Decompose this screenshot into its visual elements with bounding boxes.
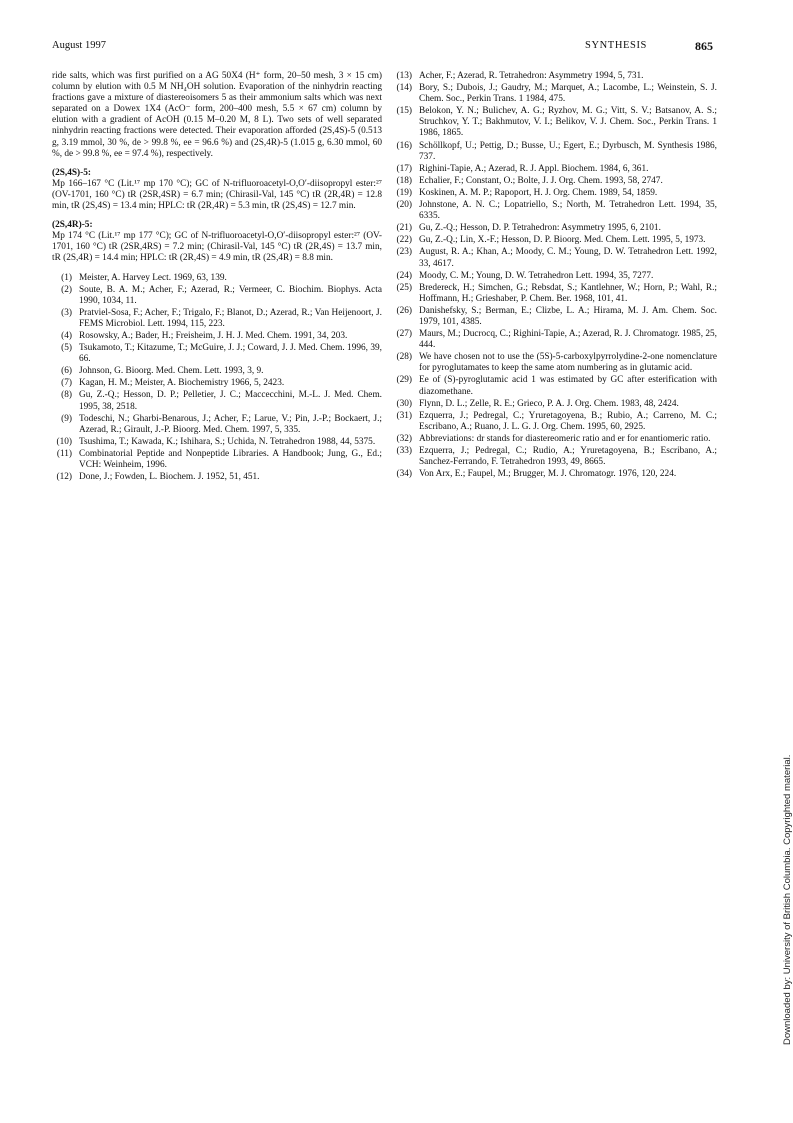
reference-item: (8) Gu, Z.-Q.; Hesson, D. P.; Pelletier, J. C.; Maccecchini, M.-L. J. Med. Chem. 1995, 38, 2518. (61, 390, 382, 412)
journal-name: SYNTHESIS (585, 40, 647, 51)
reference-item: (13) Acher, F.; Azerad, R. Tetrahedron: Asymmetry 1994, 5, 731. (396, 71, 644, 81)
running-header (52, 40, 713, 56)
reference-item: (30) Flynn, D. L.; Zelle, R. E.; Grieco, P. A. J. Org. Chem. 1983, 48, 2424. (396, 398, 679, 409)
reference-item: (20) Johnstone, A. N. C.; Lopatriello, S.; North, M. Tetrahedron Lett. 1994, 35, 6335. (396, 200, 717, 222)
page-number: 865 (695, 39, 713, 53)
reference-item: (12) Done, J.; Fowden, L. Biochem. J. 1952, 51, 451. (56, 472, 260, 483)
experimental-paragraph: ride salts, which was first purified on a AG 50X4 (H⁺ form, 20–50 mesh, 3 × 15 cm) column by elution with 0.5 M NH₄OH solution. Evaporation of the ninhydrin reacting fractions gave a mixture of diastereoisomers 5 as their ammonium salts which was next separated on a Dowex 1X4 (AcO⁻ form, 200–400 mesh, 5.5 × 67 cm) column by elution with a gradient of AcOH (0.15 M–0.20 M, 8 L). Two sets of well separated ninhydrin reacting fractions were detected. Their evaporation afforded (2S,4S)-5 (0.513 g, 3.19 mmol, 30 %, de > 99.8 %, ee = 96.6 %) and (2S,4R)-5 (1.015 g, 6.30 mmol, 60 %, de > 99.8 %, ee = 97.4 %), respectively. (52, 71, 382, 159)
reference-item: (21) Gu, Z.-Q.; Hesson, D. P. Tetrahedron: Asymmetry 1995, 6, 2101. (396, 223, 661, 234)
reference-list-right (392, 71, 717, 480)
reference-item: (19) Koskinen, A. M. P.; Rapoport, H. J. Org. Chem. 1989, 54, 1859. (396, 187, 658, 198)
reference-item: (9) Todeschi, N.; Gharbi-Benarous, J.; Acher, F.; Larue, V.; Pin, J.-P.; Bockaert, J.; Azerad, R.; Girault, J.-P. Bioorg. Med. Chem. 1997, 5, 335. (61, 413, 382, 435)
compound-heading-2s4r: (2S,4R)-5: (52, 220, 93, 231)
compound-data-2s4s: Mp 166–167 °C (Lit.¹⁷ mp 170 °C); GC of N-trifluoroacetyl-O,O′-diisopropyl ester:²⁷ (OV-1701, 160 °C) tR (2SR,4SR) = 6.7 min; (Chirasil-Val, 145 °C) tR (2R,4R) = 12.8 min, tR (2S,4S) = 13.4 min; HPLC: tR (2R,4R) = 5.3 min, tR (2S,4S) = 12.7 min. (52, 178, 382, 212)
reference-item: (25) Bredereck, H.; Simchen, G.; Rebsdat, S.; Kantlehner, W.; Horn, P.; Wahl, R.; Hoffmann, H.; Grieshaber, P. Chem. Ber. 1968, 101, 41. (396, 282, 717, 304)
right-column (392, 71, 717, 481)
reference-item: (5) Tsukamoto, T.; Kitazume, T.; McGuire, J. J.; Coward, J. J. Med. Chem. 1996, 39, 66. (61, 343, 382, 365)
reference-item: (10) Tsushima, T.; Kawada, K.; Ishihara, S.; Uchida, N. Tetrahedron 1988, 44, 5375. (56, 436, 376, 447)
reference-item: (33) Ezquerra, J.; Pedregal, C.; Rudio, A.; Yruretagoyena, B.; Escribano, A.; Sanchez-Ferrando, F. Tetrahedron 1993, 49, 8665. (396, 446, 717, 468)
compound-heading-2s4s: (2S,4S)-5: (52, 167, 91, 178)
reference-item: (16) Schöllkopf, U.; Pettig, D.; Busse, U.; Egert, E.; Dyrbusch, M. Synthesis 1986, 737. (396, 140, 717, 162)
reference-item: (18) Echalier, F.; Constant, O.; Bolte, J. J. Org. Chem. 1993, 58, 2747. (396, 175, 663, 186)
reference-item: (32) Abbreviations: dr stands for diastereomeric ratio and er for enantiomeric ratio. (396, 433, 711, 444)
reference-item: (31) Ezquerra, J.; Pedregal, C.; Yruretagoyena, B.; Rubio, A.; Carreno, M. C.; Escribano, A.; Ruano, J. L. G. J. Org. Chem. 1995, 60, 2925. (396, 410, 717, 432)
reference-item: (23) August, R. A.; Khan, A.; Moody, C. M.; Young, D. W. Tetrahedron Lett. 1992, 33, 4617. (396, 247, 717, 269)
reference-item: (34) Von Arx, E.; Faupel, M.; Brugger, M. J. Chromatogr. 1976, 120, 224. (396, 469, 677, 480)
reference-item: (28) We have chosen not to use the (5S)-5-carboxylpyrrolydine-2-one nomenclature for pyroglutamates to keep the same atom numbering as in glutamic acid. (396, 352, 717, 374)
reference-item: (26) Danishefsky, S.; Berman, E.; Clizbe, L. A.; Hirama, M. J. Am. Chem. Soc. 1979, 101, 4385. (396, 305, 717, 327)
reference-item: (24) Moody, C. M.; Young, D. W. Tetrahedron Lett. 1994, 35, 7277. (396, 270, 654, 281)
reference-item: (27) Maurs, M.; Ducrocq, C.; Righini-Tapie, A.; Azerad, R. J. Chromatogr. 1985, 25, 444. (396, 329, 717, 351)
reference-item: (1) Meister, A. Harvey Lect. 1969, 63, 139. (61, 272, 227, 283)
reference-item: (14) Bory, S.; Dubois, J.; Gaudry, M.; Marquet, A.; Lacombe, L.; Weinstein, S. J. Chem. Soc., Perkin Trans. 1 1984, 475. (396, 83, 717, 105)
reference-item: (15) Belokon, Y. N.; Bulichev, A. G.; Ryzhov, M. G.; Vitt, S. V.; Batsanov, A. S.; Struchkov, Y. T.; Bakhmutov, V. I.; Belikov, V. J. Chem. Soc., Perkin Trans. 1 1986, 1865. (396, 106, 717, 139)
left-column (52, 71, 382, 484)
compound-data-2s4r: Mp 174 °C (Lit.¹⁷ mp 177 °C); GC of N-trifluoroacetyl-O,O′-diisopropyl ester:²⁷ (OV-1701, 160 °C) tR (2SR,4RS) = 7.2 min; (Chirasil-Val, 145 °C) tR (2R,4S) = 13.7 min, tR (2S,4R) = 14.4 min; HPLC: tR (2R,4S) = 4.9 min, tR (2S,4R) = 8.8 min. (52, 231, 382, 264)
reference-item: (3) Pratviel-Sosa, F.; Acher, F.; Trigalo, F.; Blanot, D.; Azerad, R.; Van Heijenoort, J. FEMS Microbiol. Lett. 1994, 115, 223. (61, 307, 382, 329)
reference-item: (29) Ee of (S)-pyroglutamic acid 1 was estimated by GC after esterification with diazomethane. (396, 375, 717, 397)
issue-date: August 1997 (52, 40, 106, 51)
reference-item: (17) Righini-Tapie, A.; Azerad, R. J. Appl. Biochem. 1984, 6, 361. (396, 163, 649, 174)
download-watermark: Downloaded by: University of British Columbia. Copyrighted material. (782, 754, 793, 1045)
reference-list-left (52, 273, 382, 484)
reference-item: (4) Rosowsky, A.; Bader, H.; Freisheim, J. H. J. Med. Chem. 1991, 34, 203. (61, 330, 348, 341)
reference-item: (11) Combinatorial Peptide and Nonpeptide Libraries. A Handbook; Jung, G., Ed.; VCH: Weinheim, 1996. (56, 448, 382, 470)
reference-item: (7) Kagan, H. M.; Meister, A. Biochemistry 1966, 5, 2423. (61, 378, 285, 389)
reference-item: (22) Gu, Z.-Q.; Lin, X.-F.; Hesson, D. P. Bioorg. Med. Chem. Lett. 1995, 5, 1973. (396, 235, 706, 246)
reference-item: (6) Johnson, G. Bioorg. Med. Chem. Lett. 1993, 3, 9. (61, 366, 264, 377)
reference-item: (2) Soute, B. A. M.; Acher, F.; Azerad, R.; Vermeer, C. Biochim. Biophys. Acta 1990, 1034, 11. (61, 284, 382, 306)
